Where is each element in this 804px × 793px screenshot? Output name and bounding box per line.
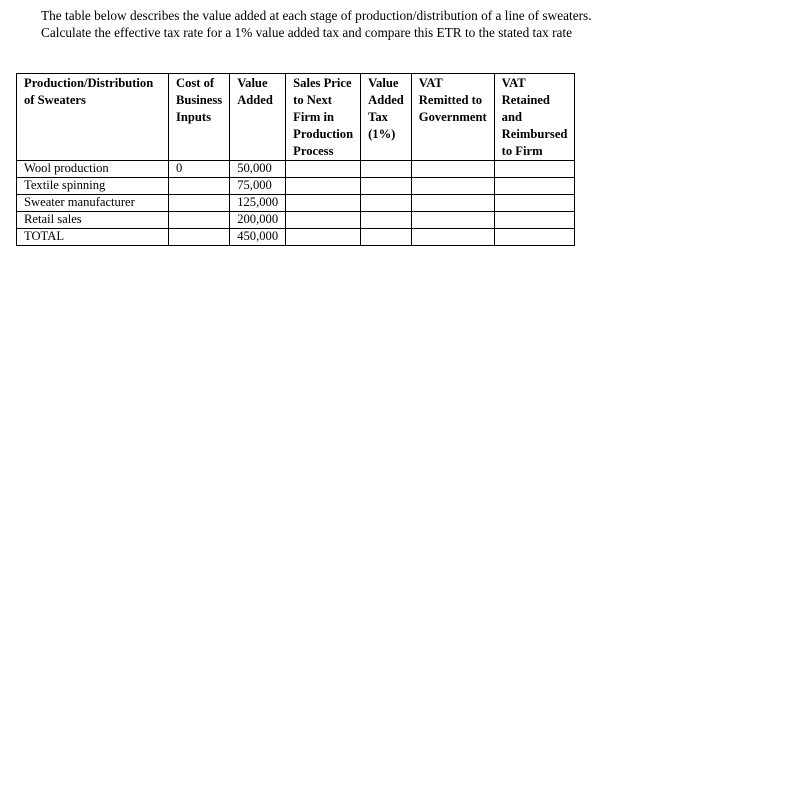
header-vat-remitted — [411, 74, 494, 161]
header-text: (1%) — [368, 127, 396, 141]
cost-cell — [169, 195, 230, 212]
stage-cell: Retail sales — [17, 212, 169, 229]
header-text: and — [501, 110, 522, 124]
stage-cell: TOTAL — [17, 229, 169, 246]
header-value-added — [230, 74, 286, 161]
header-production-distribution — [17, 74, 169, 161]
vat-remitted-cell — [411, 212, 494, 229]
header-text: of Sweaters — [24, 93, 86, 107]
header-sales-price — [286, 74, 361, 161]
header-text: Retained — [501, 93, 550, 107]
instructions — [41, 7, 781, 41]
header-text: Production/Distribution — [24, 76, 154, 90]
vat-retained-cell — [494, 212, 575, 229]
vat-retained-cell — [494, 161, 575, 178]
header-text: Added — [237, 93, 273, 107]
table-row — [17, 195, 575, 212]
vat-remitted-cell — [411, 229, 494, 246]
header-text: Remitted to — [418, 93, 483, 107]
vat-retained-cell — [494, 178, 575, 195]
vat-remitted-cell — [411, 195, 494, 212]
sales-price-cell — [286, 229, 361, 246]
header-text: Sales Price — [293, 76, 352, 90]
header-text: VAT — [501, 76, 526, 90]
table-row — [17, 178, 575, 195]
header-text: Firm in — [293, 110, 335, 124]
header-vat-retained — [494, 74, 575, 161]
header-text: Value — [368, 76, 399, 90]
header-cost-of-business-inputs — [169, 74, 230, 161]
table-row — [17, 212, 575, 229]
cost-cell — [169, 229, 230, 246]
table-row — [17, 161, 575, 178]
header-text: to Firm — [501, 144, 543, 158]
value-added-cell: 75,000 — [230, 178, 286, 195]
value-added-cell: 450,000 — [230, 229, 286, 246]
value-added-cell: 200,000 — [230, 212, 286, 229]
header-text: Tax — [368, 110, 388, 124]
vat-table — [16, 73, 575, 246]
header-text: Production — [293, 127, 354, 141]
header-text: Added — [368, 93, 404, 107]
vat-cell — [361, 195, 412, 212]
sales-price-cell — [286, 195, 361, 212]
table-header-row — [17, 74, 575, 161]
header-text: Value — [237, 76, 268, 90]
vat-cell — [361, 161, 412, 178]
cost-cell: 0 — [169, 161, 230, 178]
header-text: Business — [176, 93, 223, 107]
sales-price-cell — [286, 161, 361, 178]
header-value-added-tax — [361, 74, 412, 161]
stage-cell: Sweater manufacturer — [17, 195, 169, 212]
sales-price-cell — [286, 178, 361, 195]
table-row-total — [17, 229, 575, 246]
header-text: Inputs — [176, 110, 212, 124]
instructions-line-1: The table below describes the value added at each stage of production/distribution of a line of sweaters. — [41, 8, 592, 23]
vat-remitted-cell — [411, 178, 494, 195]
header-text: Process — [293, 144, 334, 158]
vat-remitted-cell — [411, 161, 494, 178]
vat-cell — [361, 178, 412, 195]
vat-retained-cell — [494, 229, 575, 246]
value-added-cell: 50,000 — [230, 161, 286, 178]
header-text: Government — [418, 110, 487, 124]
header-text: to Next — [293, 93, 332, 107]
vat-retained-cell — [494, 195, 575, 212]
vat-cell — [361, 212, 412, 229]
cost-cell — [169, 212, 230, 229]
stage-cell: Textile spinning — [17, 178, 169, 195]
stage-cell: Wool production — [17, 161, 169, 178]
header-text: Cost of — [176, 76, 215, 90]
header-text: Reimbursed — [501, 127, 568, 141]
sales-price-cell — [286, 212, 361, 229]
header-text: VAT — [418, 76, 443, 90]
vat-cell — [361, 229, 412, 246]
cost-cell — [169, 178, 230, 195]
value-added-cell: 125,000 — [230, 195, 286, 212]
instructions-line-2: Calculate the effective tax rate for a 1% value added tax and compare this ETR to the stated tax rate — [41, 25, 573, 40]
